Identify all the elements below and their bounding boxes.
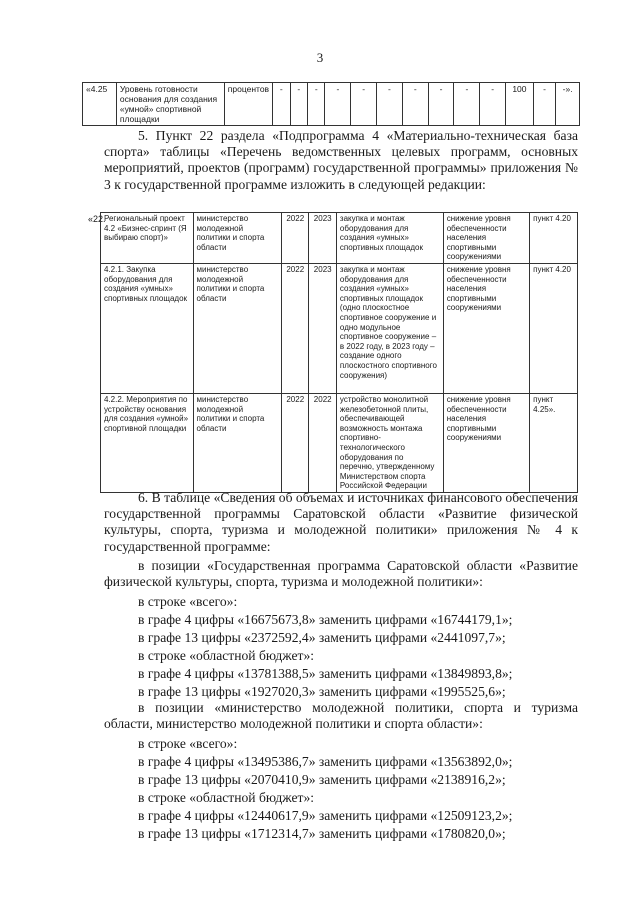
paragraph-8: в позиции «министерство молодежной политики, спорта и туризма области, министерство молодежной политики и спорта области»: xyxy=(104,700,578,732)
table-cell: - xyxy=(428,83,454,126)
text-line: в строке «областной бюджет»: xyxy=(138,790,315,805)
text-line: в графе 13 цифры «2070410,9» заменить цифрами «2138916,2»; xyxy=(138,772,506,787)
text-line: в графе 13 цифры «2372592,4» заменить цифрами «2441097,7»; xyxy=(138,630,506,645)
text-line: в графе 4 цифры «12440617,9» заменить цифрами «12509123,2»; xyxy=(138,808,513,823)
table-row xyxy=(101,393,578,492)
table-cell: пункт 4.20 xyxy=(530,213,578,264)
text-line: в строке «всего»: xyxy=(138,594,238,609)
text-line: в строке «всего»: xyxy=(138,736,238,751)
table-cell: закупка и монтаж оборудования для создания «умных» спортивных площадок xyxy=(336,213,443,264)
table-cell: «4.25 xyxy=(83,83,117,126)
table-cell: - xyxy=(377,83,403,126)
table-cell: пункт 4.25». xyxy=(530,393,578,492)
text-line: в графе 4 цифры «16675673,8» заменить цифрами «16744179,1»; xyxy=(138,612,513,627)
table-cell: 4.2.2. Мероприятия по устройству основания для создания «умной» спортивной площадки xyxy=(101,393,194,492)
table-cell: снижение уровня обеспеченности населения спортивными сооружениями xyxy=(443,393,529,492)
table-cell: - xyxy=(454,83,480,126)
table-cell: закупка и монтаж оборудования для создания «умных» спортивных площадок (одно плоскостное спортивное сооружение и одно модульное спортивное сооружение – в 2022 году, в 2023 году – создание одного плоскостного спортивного сооружения) xyxy=(336,263,443,393)
text-line: в графе 13 цифры «1927020,3» заменить цифрами «1995525,6»; xyxy=(138,684,506,699)
table-cell: 2022 xyxy=(282,393,309,492)
quote-mark: «22. xyxy=(88,214,106,224)
table-cell: - xyxy=(351,83,377,126)
table-cell: - xyxy=(290,83,307,126)
indicator-table xyxy=(82,82,580,126)
table-cell: пункт 4.20 xyxy=(530,263,578,393)
table-row xyxy=(83,83,580,126)
table-cell: - xyxy=(325,83,351,126)
table-cell: процентов xyxy=(224,83,272,126)
table-cell: 2022 xyxy=(282,213,309,264)
table-cell: 2023 xyxy=(309,263,336,393)
table-cell: министерство молодежной политики и спорта области xyxy=(193,213,281,264)
table-cell: снижение уровня обеспеченности населения спортивными сооружениями xyxy=(443,213,529,264)
table-cell: -». xyxy=(556,83,580,126)
table-cell: 2022 xyxy=(309,393,336,492)
text-line: в графе 13 цифры «1712314,7» заменить цифрами «1780820,0»; xyxy=(138,826,506,841)
table-cell: - xyxy=(533,83,555,126)
table-cell: - xyxy=(402,83,428,126)
paragraph-5: 5. Пункт 22 раздела «Подпрограмма 4 «Материально-техническая база спорта» таблицы «Перечень ведомственных целевых программ, основных мероприятий, проектов (программ) государственной программы» приложения № 3 к государственной программе изложить в следующей редакции: xyxy=(104,128,578,192)
table-cell: устройство монолитной железобетонной плиты, обеспечивающей возможность монтажа спортивно-технологического оборудования по перечню, утвержденному Министерством спорта Российской Федерации xyxy=(336,393,443,492)
table-row xyxy=(101,263,578,393)
program-table xyxy=(100,212,578,493)
table-cell: 4.2.1. Закупка оборудования для создания «умных» спортивных площадок xyxy=(101,263,194,393)
paragraph-6: 6. В таблице «Сведения об объемах и источниках финансового обеспечения государственной программы Саратовской области «Развитие физической культуры, спорта, туризма и молодежной политики» приложения № 4 к государственной программе: xyxy=(104,490,578,554)
text-line: в графе 4 цифры «13495386,7» заменить цифрами «13563892,0»; xyxy=(138,754,513,769)
table-cell: Уровень готовности основания для создания «умной» спортивной площадки xyxy=(116,83,224,126)
table-cell: 2023 xyxy=(309,213,336,264)
page-number: 3 xyxy=(316,50,324,65)
table-cell: снижение уровня обеспеченности населения спортивными сооружениями xyxy=(443,263,529,393)
text-line: в строке «областной бюджет»: xyxy=(138,648,315,663)
table-cell: 2022 xyxy=(282,263,309,393)
table-cell: Региональный проект 4.2 «Бизнес-спринт (Я выбираю спорт)» xyxy=(101,213,194,264)
paragraph-7: в позиции «Государственная программа Саратовской области «Развитие физической культуры, спорта, туризма и молодежной политики»: xyxy=(104,558,578,590)
table-cell: - xyxy=(480,83,506,126)
text-line: в графе 4 цифры «13781388,5» заменить цифрами «13849893,8»; xyxy=(138,666,513,681)
table-row xyxy=(101,213,578,264)
table-cell: министерство молодежной политики и спорта области xyxy=(193,393,281,492)
table-cell: министерство молодежной политики и спорта области xyxy=(193,263,281,393)
table-cell: - xyxy=(308,83,325,126)
table-cell: - xyxy=(273,83,290,126)
table-cell: 100 xyxy=(506,83,534,126)
